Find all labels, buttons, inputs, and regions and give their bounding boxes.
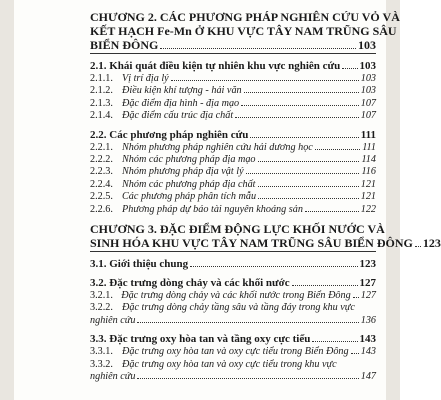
leader-dots	[415, 246, 421, 247]
subsection-title: Đặc trưng oxy hòa tan và oxy cực tiểu trong Biển Đông	[122, 346, 349, 358]
page-number: 107	[360, 97, 376, 109]
section-title: Các phương pháp nghiên cứu	[109, 128, 249, 141]
toc-section[interactable]	[90, 332, 376, 346]
subsection-title: Nhóm phương pháp địa vật lý	[122, 166, 244, 178]
toc-section[interactable]	[90, 128, 376, 142]
subsection-title: Nhóm các phương pháp địa chất	[122, 178, 256, 190]
page-number: 123	[422, 236, 441, 251]
page-number: 123	[359, 258, 376, 271]
toc-subsection[interactable]	[90, 98, 376, 110]
toc-subsection[interactable]	[90, 359, 376, 384]
subsection-number: 3.3.2.	[90, 358, 113, 370]
leader-dots	[292, 285, 358, 286]
leader-dots	[160, 48, 356, 49]
divider	[90, 53, 376, 54]
subsection-title-continued: nghiên cứu	[90, 371, 136, 383]
leader-dots	[246, 173, 360, 174]
leader-dots	[258, 161, 360, 162]
section-title: Khái quát điều kiện tự nhiên khu vực nghiên cứu	[109, 60, 341, 72]
leader-dots	[241, 105, 359, 106]
toc-subsection[interactable]	[90, 166, 376, 178]
toc-section[interactable]	[90, 59, 376, 73]
page-number: 103	[360, 85, 376, 97]
page-number: 143	[360, 346, 376, 358]
page-number: 121	[360, 191, 376, 203]
toc-subsection[interactable]	[90, 142, 376, 154]
subsection-number: 2.2.6.	[90, 203, 113, 215]
toc-chapter-2[interactable]	[90, 10, 400, 54]
toc-subsection[interactable]	[90, 110, 376, 122]
subsection-title: Đặc trưng oxy hòa tan và oxy cực tiểu trong khu vực	[122, 358, 337, 370]
subsection-number: 3.2.2.	[90, 302, 113, 314]
subsection-number: 2.2.1.	[90, 141, 113, 153]
leader-dots	[250, 137, 358, 138]
subsection-number: 2.1.3.	[90, 97, 113, 109]
chapter-title-line: BIỂN ĐÔNG	[90, 38, 159, 52]
subsection-title: Đặc trưng dòng chảy tầng sâu và tầng đáy trong khu vực	[122, 302, 355, 314]
toc-section[interactable]	[90, 257, 376, 271]
subsection-number: 2.2.5.	[90, 191, 113, 203]
leader-dots	[244, 92, 359, 93]
section-title: Giới thiệu chung	[109, 258, 189, 271]
toc-subsection[interactable]	[90, 346, 376, 358]
toc-subsection[interactable]	[90, 179, 376, 191]
subsection-number: 2.2.3.	[90, 166, 113, 178]
toc-subsection[interactable]	[90, 290, 376, 302]
subsection-title: Nhóm các phương pháp địa mạo	[122, 154, 256, 166]
toc-subsection[interactable]	[90, 302, 376, 327]
toc-subsection[interactable]	[90, 85, 376, 97]
table-of-contents	[90, 4, 441, 384]
chapter-title-line: KẾT HẠCH Fe-Mn Ở KHU VỰC TÂY NAM TRŨNG SÂU	[90, 24, 397, 38]
subsection-number: 2.1.4.	[90, 110, 113, 122]
subsection-title: Các phương pháp phân tích mẫu	[122, 191, 257, 203]
page-number: 114	[361, 154, 376, 166]
subsection-number: 3.2.1.	[90, 290, 113, 302]
page-number: 111	[362, 141, 376, 153]
subsection-number: 2.2.2.	[90, 154, 113, 166]
subsection-title: Phương pháp dự báo tài nguyên khoáng sản	[122, 203, 303, 215]
toc-subsection[interactable]	[90, 73, 376, 85]
leader-dots	[258, 198, 359, 199]
toc-subsection[interactable]	[90, 191, 376, 203]
section-title: Đặc trưng oxy hòa tan và tầng oxy cực tiểu	[109, 333, 311, 346]
leader-dots	[258, 186, 359, 187]
subsection-title: Điều kiện khí tượng - hải văn	[122, 85, 242, 97]
page-number: 107	[360, 110, 376, 122]
section-number: 2.2.	[90, 128, 107, 141]
leader-dots	[190, 266, 357, 267]
section-number: 3.2.	[90, 277, 107, 290]
subsection-title: Đặc trưng dòng chảy và các khối nước trong Biển Đông	[121, 290, 351, 302]
leader-dots	[351, 353, 359, 354]
divider	[90, 251, 376, 252]
subsection-title: Nhóm phương pháp nghiên cứu hải dương học	[122, 141, 313, 153]
subsection-number: 2.2.4.	[90, 178, 113, 190]
leader-dots	[305, 211, 359, 212]
page-number: 136	[360, 314, 376, 326]
subsection-title-continued: nghiên cứu	[90, 314, 136, 326]
page-number: 143	[359, 333, 376, 346]
subsection-number: 2.1.2.	[90, 85, 113, 97]
page-number: 116	[361, 166, 376, 178]
leader-dots	[353, 297, 359, 298]
chapter-title-line: SINH HÓA KHU VỰC TÂY NAM TRŨNG SÂU BIỂN ĐÔNG	[90, 236, 413, 251]
section-number: 3.3.	[90, 333, 107, 346]
chapter-title-line: CHƯƠNG 2. CÁC PHƯƠNG PHÁP NGHIÊN CỨU VỎ VÀ	[90, 10, 400, 24]
leader-dots	[342, 68, 357, 69]
leader-dots	[235, 117, 359, 118]
chapter-title-line: CHƯƠNG 3. ĐẶC ĐIỂM ĐỘNG LỰC KHỐI NƯỚC VÀ	[90, 222, 385, 237]
subsection-number: 2.1.1.	[90, 73, 113, 84]
toc-subsection[interactable]	[90, 204, 376, 216]
subsection-title: Đặc điểm cấu trúc địa chất	[122, 110, 234, 122]
toc-section[interactable]	[90, 276, 376, 290]
leader-dots	[137, 378, 358, 379]
subsection-title: Vị trí địa lý	[122, 73, 169, 84]
page-number: 147	[360, 371, 376, 383]
leader-dots	[171, 80, 359, 81]
page-number: 127	[359, 277, 376, 290]
section-title: Đặc trưng dòng chảy và các khối nước	[109, 277, 290, 290]
page-number: 103	[360, 73, 376, 84]
leader-dots	[315, 149, 360, 150]
page-number: 103	[358, 38, 376, 52]
toc-subsection[interactable]	[90, 154, 376, 166]
leader-dots	[312, 341, 357, 342]
subsection-number: 3.3.1.	[90, 346, 113, 358]
page-number: 122	[360, 203, 376, 215]
page-number: 103	[359, 60, 376, 72]
page-number: 111	[360, 128, 376, 141]
section-number: 3.1.	[90, 258, 107, 271]
page-number: 127	[360, 290, 376, 302]
page-number: 121	[360, 178, 376, 190]
subsection-title: Đặc điểm địa hình - địa mạo	[122, 97, 240, 109]
section-number: 2.1.	[90, 60, 107, 72]
toc-chapter-3[interactable]	[90, 222, 441, 252]
leader-dots	[137, 322, 358, 323]
